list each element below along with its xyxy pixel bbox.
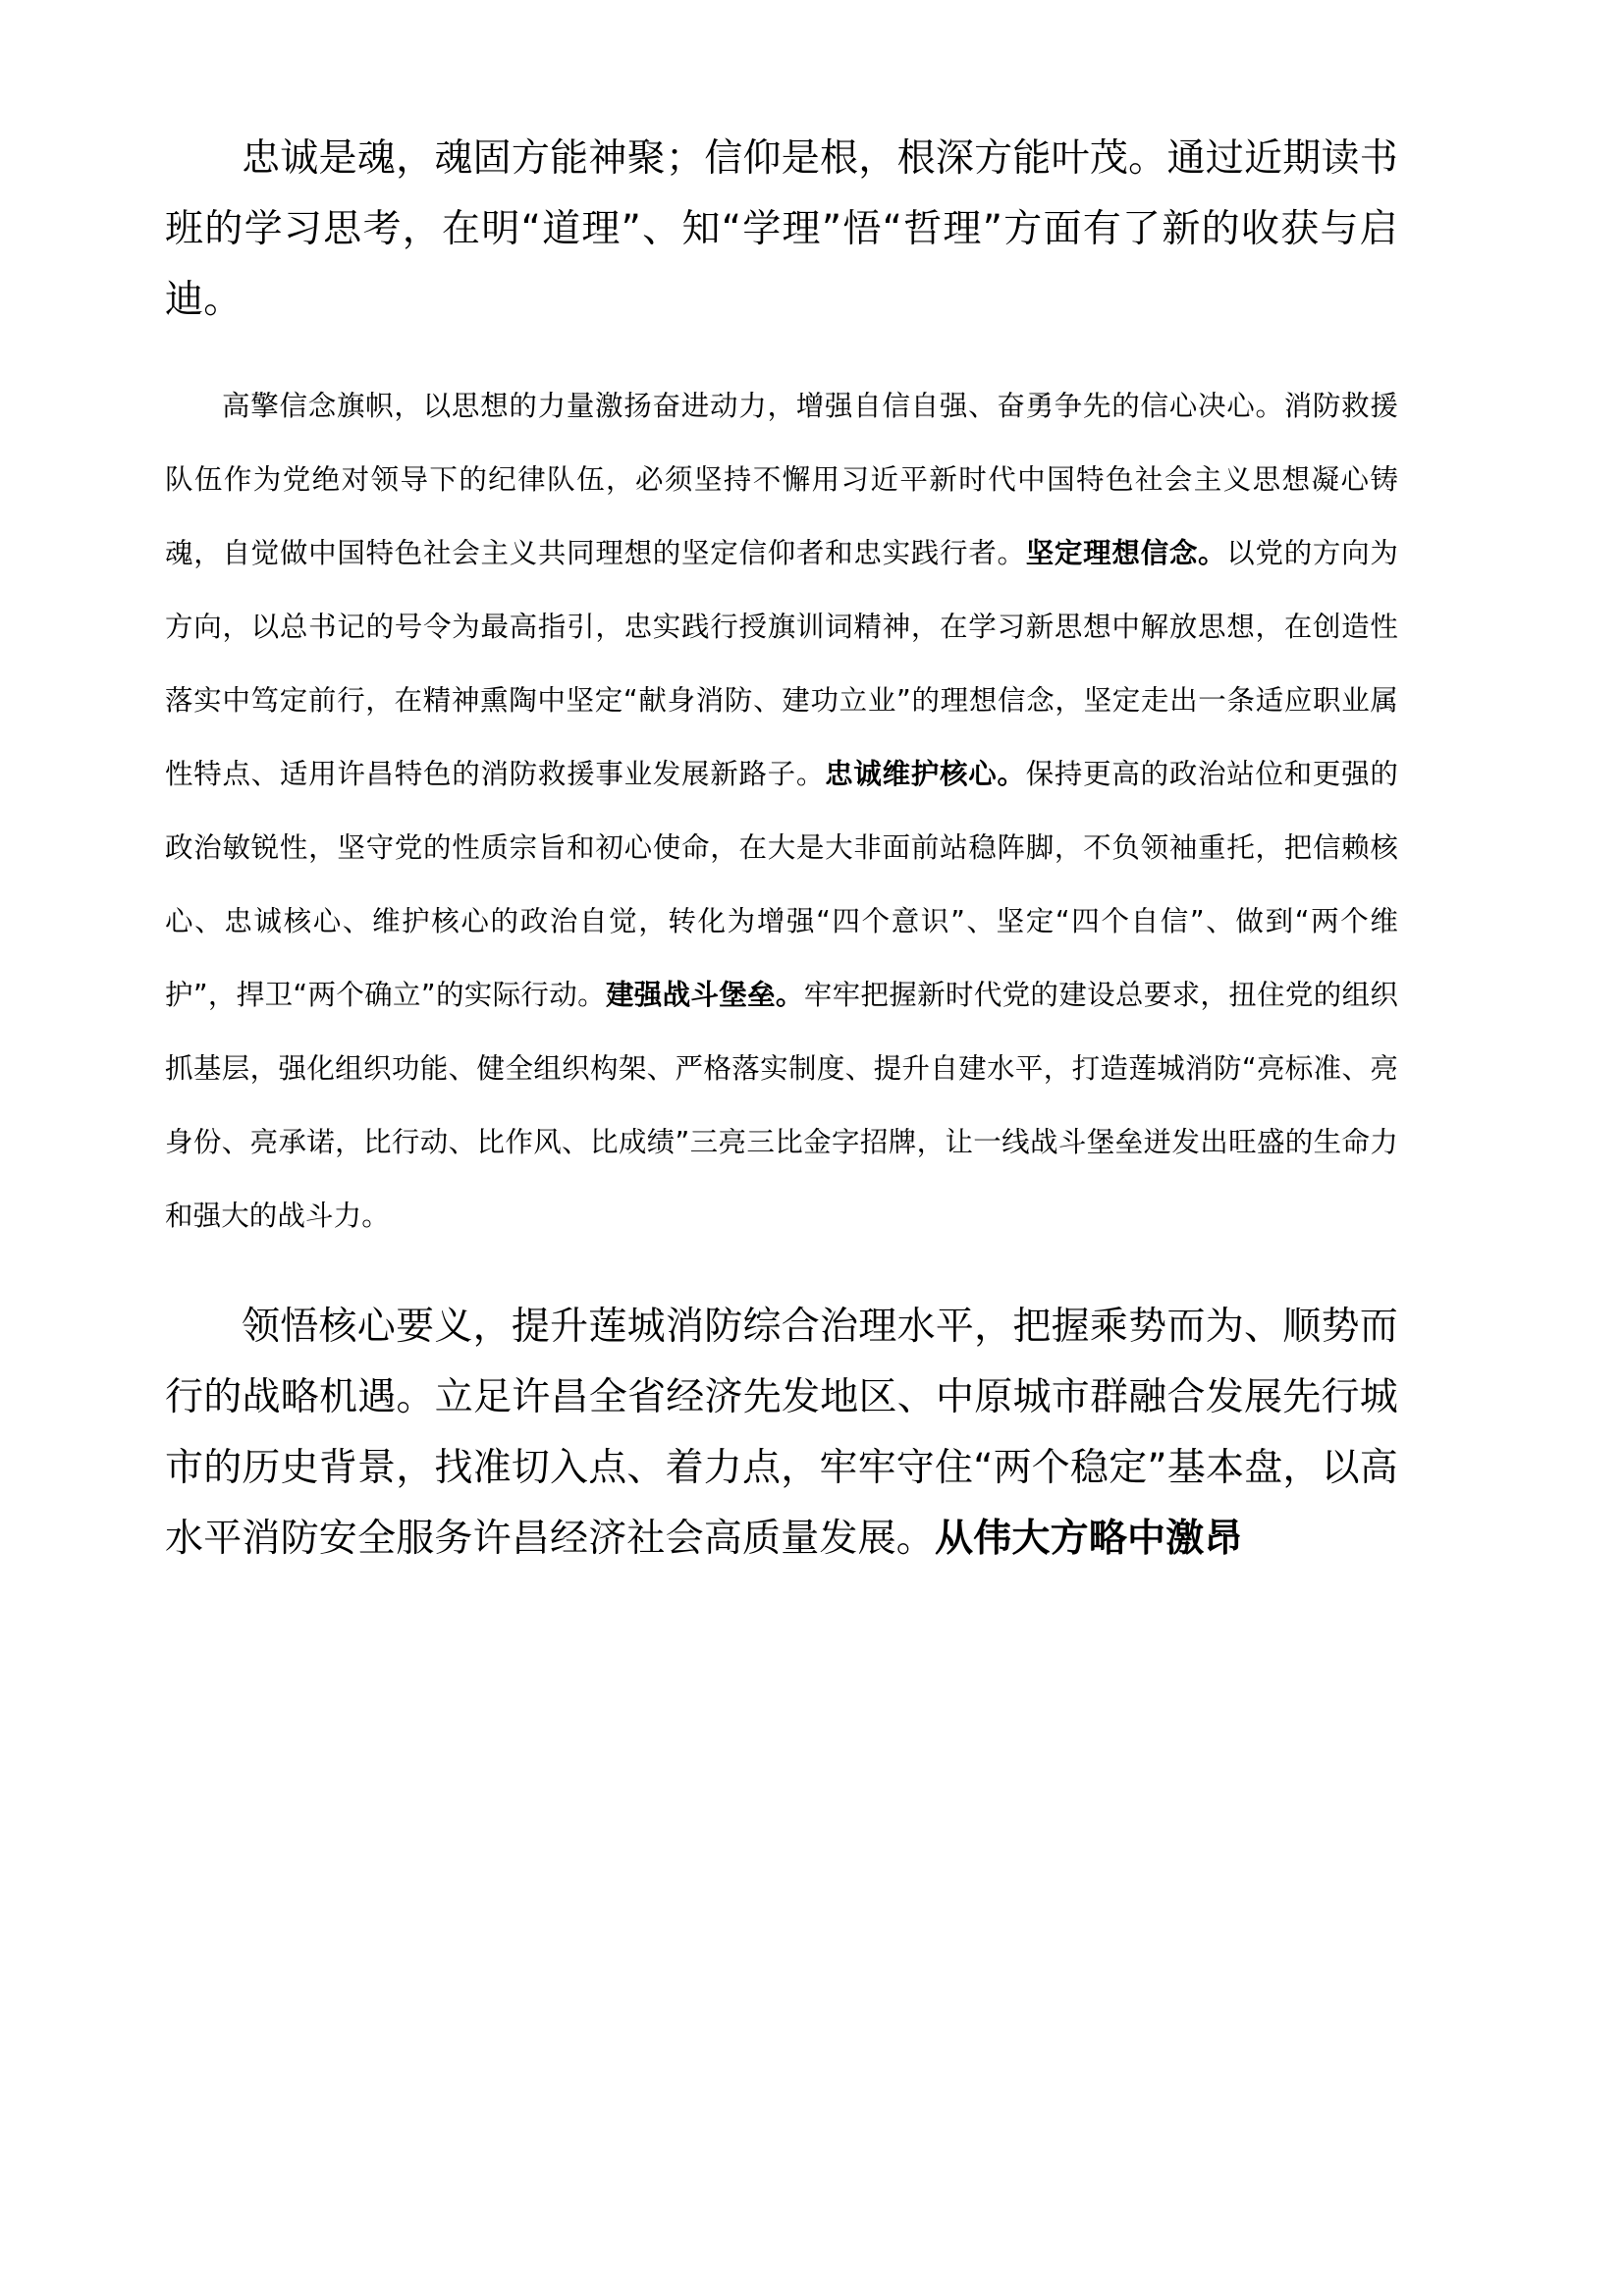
text-run: 高擎信念旗帜，以思想的力量激扬奋进动力，增强自信自强、奋勇争先的信心决心。消防救援队伍作为党绝对领导下的纪律队伍，必须坚持不懈用习近平新时代中国特色社会主义思想凝心铸魂，自觉做中国特色社会主义共同理想的坚定信仰者和忠实践行者。 — [165, 390, 1398, 569]
text-run: 保持更高的政治站位和更强的政治敏锐性，坚守党的性质宗旨和初心使命，在大是大非面前站稳阵脚，不负领袖重托，把信赖核心、忠诚核心、维护核心的政治自觉，转化为增强“四个意识”、坚定“四个自信”、做到“两个维护”，捍卫“两个确立”的实际行动。 — [165, 758, 1398, 1011]
text-run: 忠诚是魂，魂固方能神聚；信仰是根，根深方能叶茂。通过近期读书班的学习思考，在明“道理”、知“学理”悟“哲理”方面有了新的收获与启迪。 — [165, 136, 1398, 322]
closing-paragraph — [165, 1292, 1398, 1575]
emphasis-run: 忠诚维护核心。 — [825, 758, 1026, 790]
emphasis-run: 坚定理想信念。 — [1025, 537, 1227, 569]
text-run: 以党的方向为方向，以总书记的号令为最高指引，忠实践行授旗训词精神，在学习新思想中解放思想，在创造性落实中笃定前行，在精神熏陶中坚定“献身消防、建功立业”的理想信念，坚定走出一条适应职业属性特点、适用许昌特色的消防救援事业发展新路子。 — [165, 537, 1398, 790]
text-run: 领悟核心要义，提升莲城消防综合治理水平，把握乘势而为、顺势而行的战略机遇。立足许昌全省经济先发地区、中原城市群融合发展先行城市的历史背景，找准切入点、着力点，牢牢守住“两个稳定”基本盘，以高水平消防安全服务许昌经济社会高质量发展。 — [165, 1305, 1399, 1561]
paragraph-spacer — [165, 336, 1398, 369]
document-content — [165, 124, 1398, 1575]
body-paragraph-one — [165, 369, 1398, 1253]
emphasis-run: 从伟大方略中激昂 — [935, 1517, 1243, 1561]
opening-paragraph — [165, 124, 1398, 336]
text-run: 牢牢把握新时代党的建设总要求，扭住党的组织抓基层，强化组织功能、健全组织构架、严格落实制度、提升自建水平，打造莲城消防“亮标准、亮身份、亮承诺，比行动、比作风、比成绩”三亮三比金字招牌，让一线战斗堡垒迸发出旺盛的生命力和强大的战斗力。 — [165, 979, 1398, 1232]
emphasis-run: 建强战斗堡垒。 — [605, 979, 804, 1011]
paragraph-spacer — [165, 1253, 1398, 1292]
